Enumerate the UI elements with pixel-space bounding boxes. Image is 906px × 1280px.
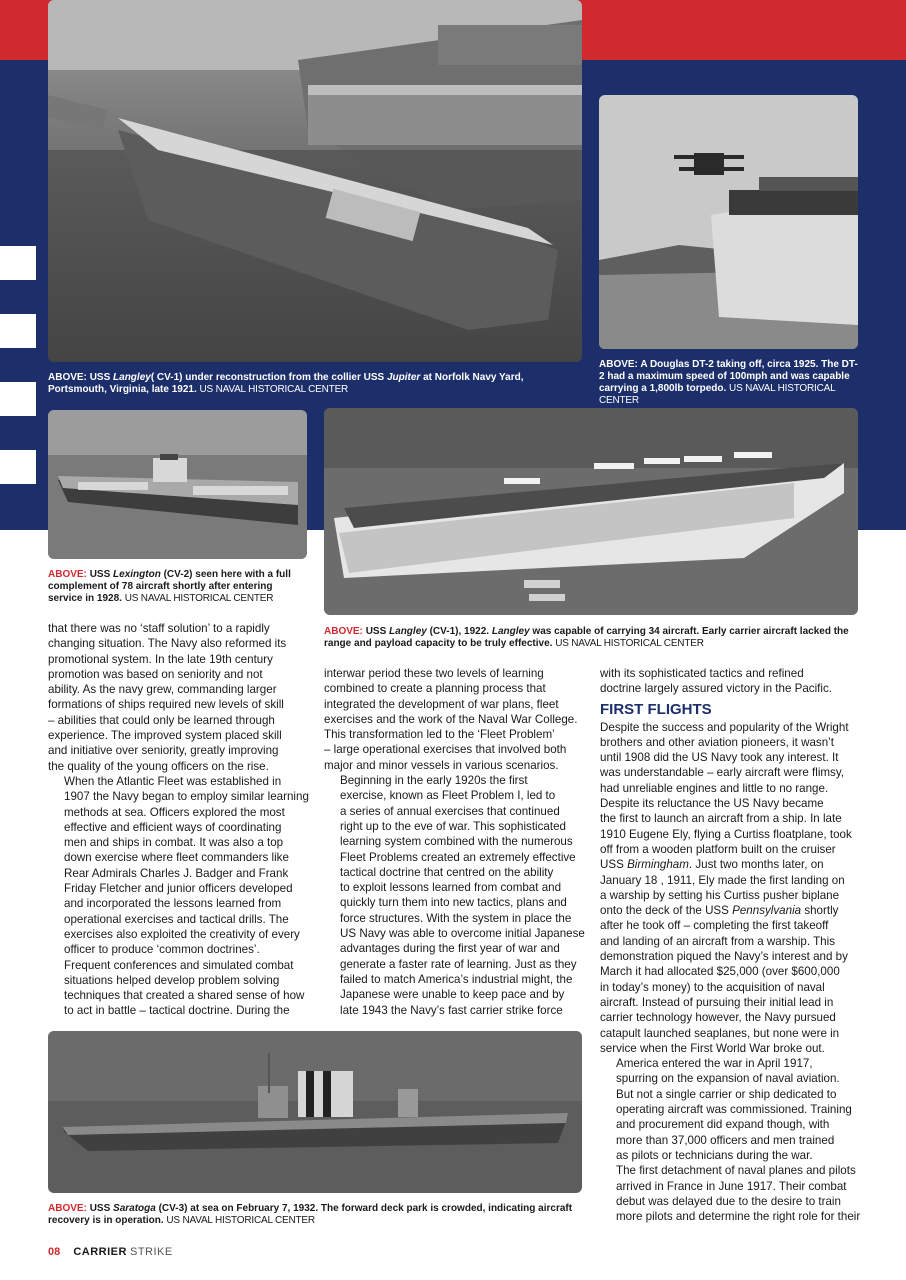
text-line: a warship by setting his Curtiss pusher biplane <box>600 888 840 902</box>
paragraph <box>48 958 310 1019</box>
text-line: 1910 Eugene Ely, flying a Curtiss floatplane, took <box>600 827 852 841</box>
text-line: The first detachment of naval planes and pilots <box>616 1164 856 1178</box>
text-line: a series of annual exercises that continued <box>340 804 560 818</box>
text-line: had unreliable engines and little to no range. <box>600 781 829 795</box>
text-line: experience. The improved system placed skill <box>48 729 282 743</box>
text-line: and initiative over seniority, greatly improving <box>48 744 279 758</box>
edge-tab <box>0 450 36 484</box>
caption-langley-reconstruction: ABOVE: USS Langley( CV-1) under reconstruction from the collier USS Jupiter at Norfolk Navy Yard, Portsmouth, Virginia, late 1921. US NAVAL HISTORICAL CENTER <box>48 372 524 395</box>
edge-tab <box>0 246 36 280</box>
caption-lexington: ABOVE: USS Lexington (CV-2) seen here with a full complement of 78 aircraft shortly after entering service in 1928. US NAVAL HISTORICAL CENTER <box>48 569 291 604</box>
edge-tab <box>0 314 36 348</box>
text-line: service when the First World War broke out. <box>600 1041 825 1055</box>
text-line: integrated the development of war plans, fleet <box>324 697 559 711</box>
text-line: down exercise where fleet commanders like <box>64 851 289 865</box>
text-line: Despite its reluctance the US Navy became <box>600 797 824 811</box>
photo-credit: US NAVAL HISTORICAL CENTER <box>599 383 836 406</box>
paragraph <box>324 773 586 1018</box>
text-line: that there was no ‘staff solution’ to a rapidly <box>48 622 270 635</box>
text-line: and procurement did expand though, with <box>616 1118 830 1132</box>
text-line: in today’s money) to the acquisition of naval <box>600 980 825 994</box>
text-line: off from a wooden platform built on the cruiser <box>600 842 836 856</box>
section-heading: FIRST FLIGHTS <box>600 700 712 718</box>
photo-douglas-dt2 <box>599 95 858 349</box>
text-line: force structures. With the system in place the <box>340 911 572 925</box>
magazine-title: CARRIER <box>73 1246 127 1258</box>
text-line: catapult launched seaplanes, but none were in <box>600 1026 840 1040</box>
text-line: arrived in France in June 1917. Their combat <box>616 1179 847 1193</box>
text-line: America entered the war in April 1917, <box>616 1057 813 1071</box>
text-line: after he took off – completing the first takeoff <box>600 919 829 933</box>
text-line: to exploit lessons learned from combat and <box>340 881 562 895</box>
text-line: officer to produce ‘common doctrines’. <box>64 943 260 957</box>
text-line: Despite the success and popularity of the Wright <box>600 720 849 734</box>
text-line: ability. As the navy grew, commanding larger <box>48 683 277 697</box>
text-line: This transformation led to the ‘Fleet Problem’ <box>324 728 555 742</box>
text-line: until 1908 did the US Navy took any interest. It <box>600 751 839 765</box>
edge-tab <box>0 382 36 416</box>
photo-saratoga <box>48 1031 582 1193</box>
text-line: effective and efficient ways of coordinating <box>64 820 282 834</box>
text-line: Rear Admirals Charles J. Badger and Frank <box>64 866 289 880</box>
text-line: – abilities that could only be learned through <box>48 713 275 727</box>
text-line: operating aircraft was commissioned. Training <box>616 1103 852 1117</box>
text-line: tactical doctrine that centred on the ability <box>340 865 554 879</box>
text-line: to act in battle – tactical doctrine. During the <box>64 1004 290 1018</box>
paragraph <box>600 1163 862 1224</box>
text-line: carrier technology however, the Navy pursued <box>600 1011 836 1025</box>
photo-credit: US NAVAL HISTORICAL CENTER <box>555 638 704 649</box>
text-line: combined to create a planning process that <box>324 682 546 696</box>
photo-credit: US NAVAL HISTORICAL CENTER <box>124 593 274 604</box>
text-line: aircraft. Instead of pursuing their initial lead in <box>600 995 834 1009</box>
text-line: Beginning in the early 1920s the first <box>340 774 528 788</box>
text-line: – large operational exercises that involved both <box>324 743 567 757</box>
text-line: January 18 , 1911, Ely made the first landing on <box>600 873 845 887</box>
text-line: spurring on the expansion of naval aviation. <box>616 1072 840 1086</box>
text-line: USS Birmingham. Just two months later, on <box>600 858 824 872</box>
paragraph <box>48 621 310 774</box>
article-column-1 <box>48 621 310 1019</box>
text-line: and incorporated the lessons learned from <box>64 897 282 911</box>
text-line: interwar period these two levels of learning <box>324 667 544 680</box>
text-line: the first to launch an aircraft from a ship. In late <box>600 812 842 826</box>
text-line: as pilots or technicians during the war. <box>616 1148 813 1162</box>
article-column-3 <box>600 666 862 1224</box>
text-line: Japanese were unable to keep pace and by <box>340 988 565 1002</box>
paragraph <box>48 774 310 958</box>
photo-langley-reconstruction <box>48 0 582 362</box>
text-line: more pilots and determine the right role for their <box>616 1210 861 1224</box>
text-line: 1907 the Navy began to employ similar learning <box>64 790 309 804</box>
text-line: Fleet Problems created an extremely effective <box>340 850 576 864</box>
text-line: techniques that created a shared sense of how <box>64 989 305 1003</box>
caption-langley-1922: ABOVE: USS Langley (CV-1), 1922. Langley was capable of carrying 34 aircraft. Early carrier aircraft lacked the range and payload capacity to be truly effective. US NAVAL HISTORICAL CENTER <box>324 626 849 649</box>
text-line: promotional system. In the late 19th century <box>48 652 273 666</box>
text-line: generate a faster rate of learning. Just as they <box>340 957 577 971</box>
photo-langley-1922 <box>324 408 858 615</box>
text-line: was understandable – early aircraft were flimsy, <box>600 766 845 780</box>
photo-lexington <box>48 410 307 559</box>
text-line: Frequent conferences and simulated combat <box>64 958 294 972</box>
text-line: and landing of an aircraft from a warship. This <box>600 934 835 948</box>
text-line: brothers and other aviation pioneers, it wasn’t <box>600 735 834 749</box>
text-line: promotion was based on seniority and not <box>48 667 263 681</box>
text-line: formations of ships required new levels of skill <box>48 698 284 712</box>
caption-douglas-dt2: ABOVE: A Douglas DT-2 taking off, circa 1925. The DT-2 had a maximum speed of 100mph and was capable carrying a 1,800lb torpedo. US NAVAL HISTORICAL CENTER <box>599 359 858 406</box>
text-line: Friday Fletcher and junior officers developed <box>64 882 293 896</box>
text-line: operational exercises and tactical drills. The <box>64 912 289 926</box>
article-column-2 <box>324 666 586 1018</box>
text-line: the quality of the young officers on the rise. <box>48 759 269 773</box>
text-line: right up to the eve of war. This sophisticated <box>340 819 566 833</box>
paragraph <box>600 666 862 697</box>
text-line: major and minor vessels in various scenarios. <box>324 758 559 772</box>
paragraph <box>600 1056 862 1163</box>
text-line: advantages during the first year of war and <box>340 942 560 956</box>
text-line: men and ships in combat. It was also a top <box>64 836 284 850</box>
text-line: March it had allocated $25,000 (over $600,000 <box>600 965 840 979</box>
photo-credit: US NAVAL HISTORICAL CENTER <box>199 384 349 395</box>
text-line: late 1943 the Navy’s fast carrier strike force <box>340 1003 563 1017</box>
page-footer <box>48 1246 173 1258</box>
text-line: doctrine largely assured victory in the Pacific. <box>600 682 832 696</box>
text-line: failed to match America’s industrial might, the <box>340 972 573 986</box>
text-line: with its sophisticated tactics and refined <box>600 667 804 680</box>
text-line: But not a single carrier or ship dedicated to <box>616 1087 837 1101</box>
text-line: When the Atlantic Fleet was established in <box>64 774 282 788</box>
paragraph <box>324 666 586 773</box>
text-line: learning system combined with the numerous <box>340 835 573 849</box>
text-line: quickly turn them into new tactics, plans and <box>340 896 567 910</box>
text-line: onto the deck of the USS Pennsylvania shortly <box>600 904 839 918</box>
text-line: exercises and the work of the Naval War College. <box>324 712 578 726</box>
text-line: exercise, known as Fleet Problem I, led to <box>340 789 556 803</box>
magazine-title-light: STRIKE <box>130 1246 173 1258</box>
text-line: situations helped develop problem solving <box>64 973 280 987</box>
text-line: methods at sea. Officers explored the most <box>64 805 285 819</box>
page-number: 08 <box>48 1246 61 1258</box>
caption-saratoga: ABOVE: USS Saratoga (CV-3) at sea on February 7, 1932. The forward deck park is crowded, indicating aircraft recovery is in operation. US NAVAL HISTORICAL CENTER <box>48 1203 573 1226</box>
text-line: US Navy was able to overcome initial Japanese <box>340 927 585 941</box>
text-line: demonstration piqued the Navy’s interest and by <box>600 950 848 964</box>
text-line: debut was delayed due to the desire to train <box>616 1194 841 1208</box>
text-line: exercises also exploited the creativity of every <box>64 927 300 941</box>
paragraph <box>600 720 862 1057</box>
text-line: changing situation. The Navy also reformed its <box>48 637 287 651</box>
text-line: more than 37,000 officers and men trained <box>616 1133 835 1147</box>
photo-credit: US NAVAL HISTORICAL CENTER <box>166 1215 315 1226</box>
